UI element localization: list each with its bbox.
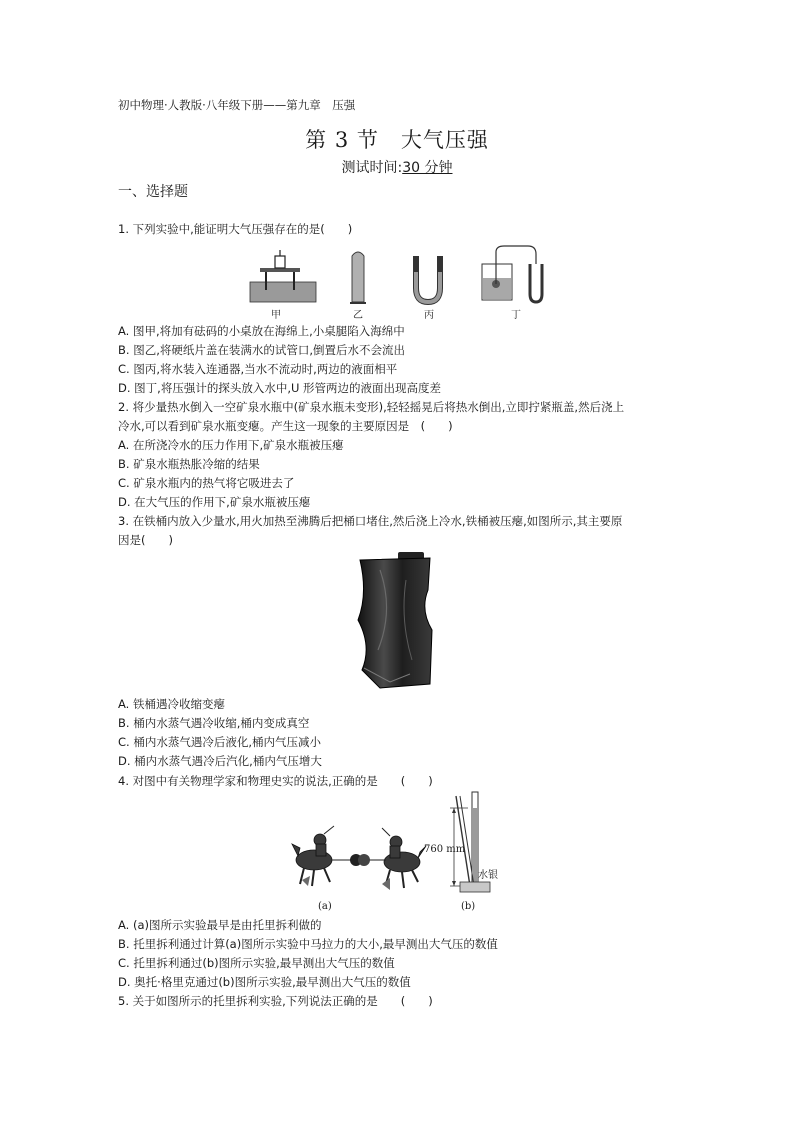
q1-label-yi: 乙	[353, 310, 363, 321]
q3-stem-line1: 3. 在铁桶内放入少量水,用火加热至沸腾后把桶口堵住,然后浇上冷水,铁桶被压瘪,如图所示,其主要原	[118, 514, 623, 528]
q2-option-d: D. 在大气压的作用下,矿泉水瓶被压瘪	[118, 495, 311, 509]
q4-option-c: C. 托里拆利通过(b)图所示实验,最早测出大气压的数值	[118, 956, 395, 970]
q3-option-a: A. 铁桶遇冷收缩变瘪	[118, 697, 225, 711]
q1-label-bing: 丙	[424, 310, 434, 321]
q2-option-b: B. 矿泉水瓶热胀冷缩的结果	[118, 457, 260, 471]
q1-stem: 1. 下列实验中,能证明大气压强存在的是( )	[118, 222, 353, 236]
q1-option-c: C. 图丙,将水装入连通器,当水不流动时,两边的液面相平	[118, 362, 398, 376]
test-time-label: 测试时间:	[341, 160, 403, 176]
q1-fig-yi	[350, 252, 366, 304]
q1-label-jia: 甲	[271, 310, 281, 321]
section-heading: 一、选择题	[118, 184, 188, 200]
page-title: 第 3 节 大气压强	[305, 128, 489, 152]
q3-option-c: C. 桶内水蒸气遇冷后液化,桶内气压减小	[118, 735, 321, 749]
q3-stem-line2: 因是( )	[118, 533, 173, 547]
q1-fig-jia	[250, 250, 316, 302]
q1-option-b: B. 图乙,将硬纸片盖在装满水的试管口,倒置后水不会流出	[118, 343, 406, 357]
q3-crushed-can-image	[350, 550, 440, 690]
q4-height-label: 760 mm	[424, 844, 466, 855]
q3-option-b: B. 桶内水蒸气遇冷收缩,桶内变成真空	[118, 716, 310, 730]
q4-option-a: A. (a)图所示实验最早是由托里拆利做的	[118, 918, 322, 932]
course-header: 初中物理·人教版·八年级下册——第九章 压强	[118, 98, 356, 112]
test-time-value: 30 分钟	[402, 160, 453, 176]
q4-stem: 4. 对图中有关物理学家和物理史实的说法,正确的是 ( )	[118, 774, 433, 788]
q3-option-d: D. 桶内水蒸气遇冷后汽化,桶内气压增大	[118, 754, 322, 768]
q1-fig-bing	[416, 256, 440, 302]
q1-option-a: A. 图甲,将加有砝码的小桌放在海绵上,小桌腿陷入海绵中	[118, 324, 405, 338]
q2-stem-line2: 冷水,可以看到矿泉水瓶变瘪。产生这一现象的主要原因是 ( )	[118, 419, 453, 433]
q4-option-b: B. 托里拆利通过计算(a)图所示实验中马拉力的大小,最早测出大气压的数值	[118, 937, 498, 951]
q2-option-c: C. 矿泉水瓶内的热气将它吸进去了	[118, 476, 295, 490]
q2-option-a: A. 在所浇冷水的压力作用下,矿泉水瓶被压瘪	[118, 438, 344, 452]
q4-option-d: D. 奥托·格里克通过(b)图所示实验,最早测出大气压的数值	[118, 975, 411, 989]
q4-label-a: (a)	[318, 901, 332, 912]
q4-mercury-label: 水银	[478, 870, 498, 881]
q2-stem-line1: 2. 将少量热水倒入一空矿泉水瓶中(矿泉水瓶未变形),轻轻摇晃后将热水倒出,立即拧紧瓶盖,然后浇上	[118, 400, 625, 414]
q5-stem: 5. 关于如图所示的托里拆利实验,下列说法正确的是 ( )	[118, 994, 433, 1008]
q1-fig-ding	[482, 246, 542, 302]
q1-label-ding: 丁	[511, 310, 521, 321]
q4-label-b: (b)	[461, 901, 476, 912]
test-time	[0, 157, 794, 177]
q1-option-d: D. 图丁,将压强计的探头放入水中,U 形管两边的液面出现高度差	[118, 381, 442, 395]
q4-figure-a-horses	[290, 818, 430, 898]
